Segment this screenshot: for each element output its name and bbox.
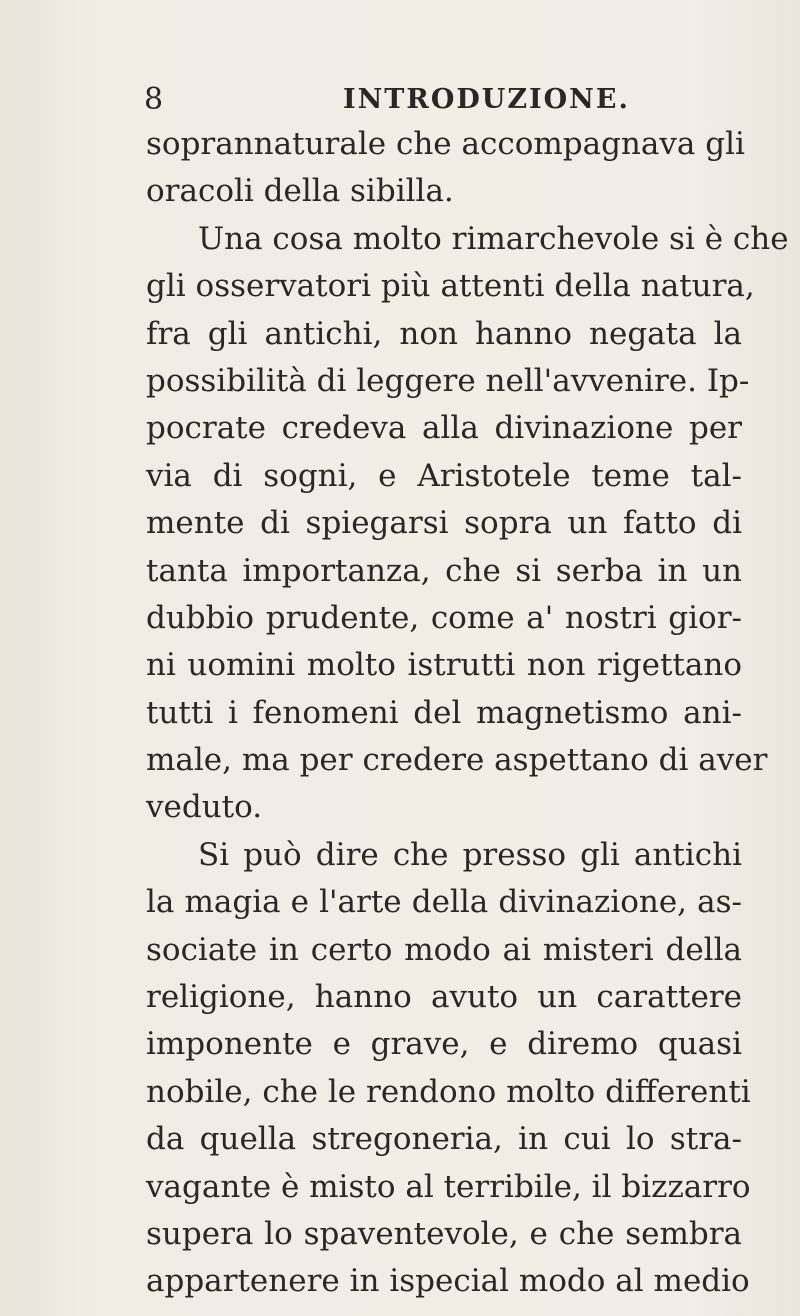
text-line: Si può dire che presso gli antichi [198,836,742,873]
text-line: soprannaturale che accompagnava gli [146,126,745,162]
text-line: imponente e grave, e diremo quasi [146,1026,742,1063]
text-line: fra gli antichi, non hanno negata la [146,315,742,352]
text-line: veduto. [146,789,263,826]
text-line: tanta importanza, che si serba in un [146,552,742,589]
text-line: Una cosa molto rimarchevole si è che [198,220,789,257]
text-line: nobile, che le rendono molto differenti [146,1073,751,1110]
page-number: 8 [144,82,164,117]
text-line: possibilità di leggere nell'avvenire. Ip- [146,362,750,399]
text-line: pocrate credeva alla divinazione per [146,410,742,447]
text-line: sociate in certo modo ai misteri della [146,931,742,968]
text-line: tutti i fenomeni del magnetismo ani- [146,694,742,731]
text-line: mente di spiegarsi sopra un fatto di [146,505,742,542]
text-line: dubbio prudente, come a' nostri gior- [146,599,742,636]
text-line: ni uomini molto istrutti non rigettano [146,647,742,684]
text-line: male, ma per credere aspettano di aver [146,742,768,779]
text-line: da quella stregoneria, in cui lo stra- [146,1121,742,1158]
body-text [146,121,789,1306]
text-line: gli osservatori più attenti della natura, [146,268,755,305]
text-line: religione, hanno avuto un carattere [146,979,742,1016]
text-line: la magia e l'arte della divinazione, as- [146,884,742,921]
running-head [0,80,800,120]
text-line: supera lo spaventevole, e che sembra [146,1215,742,1252]
text-line: appartenere in ispecial modo al medio [146,1263,750,1300]
running-head-title: INTRODUZIONE. [343,84,630,115]
text-line: vagante è misto al terribile, il bizzarro [146,1168,751,1205]
text-line: via di sogni, e Aristotele teme tal- [146,457,742,494]
text-line: oracoli della sibilla. [146,173,454,210]
